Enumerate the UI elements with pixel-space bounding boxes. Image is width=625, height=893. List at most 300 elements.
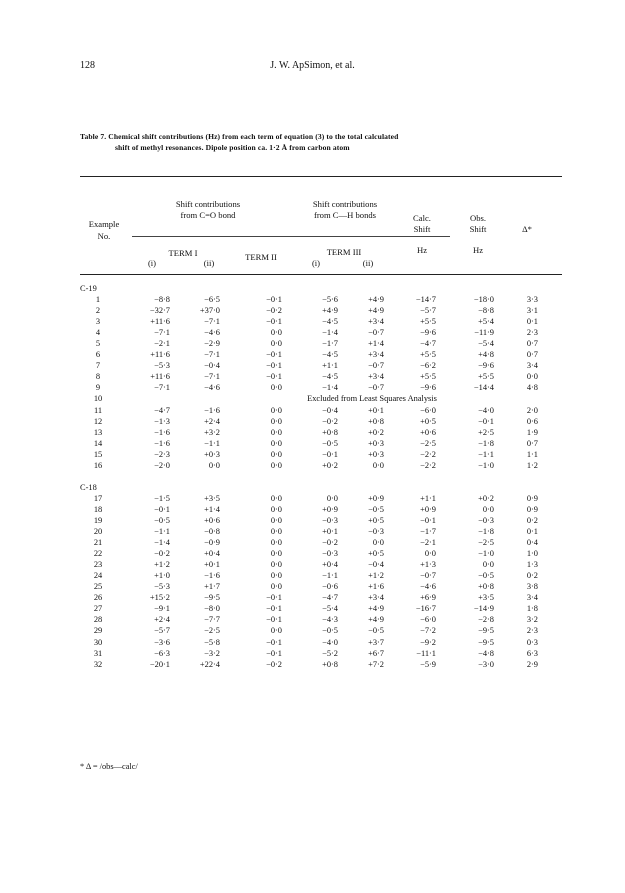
term1-ii-cell: +37·0	[199, 306, 220, 316]
term3-i-cell: +0·1	[322, 527, 338, 537]
term3-ii-cell: −0·5	[368, 626, 384, 636]
term1-ii-cell: +0·6	[204, 515, 220, 525]
header-calc-2: Shift	[413, 224, 431, 234]
term1-i-cell: −8·8	[154, 295, 170, 305]
obs-shift-cell: −5·4	[478, 339, 494, 349]
term3-i-cell: −0·2	[322, 538, 338, 548]
example-number-cell: 19	[93, 515, 103, 525]
term2-cell: 0·0	[270, 560, 282, 570]
term3-ii-cell: +0·2	[368, 427, 384, 437]
term3-ii-cell: +0·9	[368, 493, 384, 503]
table-row	[0, 427, 625, 438]
term3-ii-cell: 0·0	[372, 538, 384, 548]
spacer-row	[0, 471, 625, 482]
table-caption	[80, 131, 560, 153]
term1-ii-cell: +0·3	[204, 449, 220, 459]
table-row	[0, 648, 625, 659]
obs-shift-cell: −14·9	[473, 604, 494, 614]
term3-i-cell: +0·4	[322, 560, 338, 570]
header-obs-2: Shift	[469, 224, 487, 234]
term1-ii-cell: −7·1	[204, 350, 220, 360]
example-number-cell: 32	[93, 659, 103, 669]
running-head: J. W. ApSimon, et al.	[270, 60, 355, 71]
term2-cell: 0·0	[270, 582, 282, 592]
example-number-cell: 29	[93, 626, 103, 636]
example-number-cell: 30	[93, 637, 103, 647]
obs-shift-cell: −0·5	[478, 571, 494, 581]
term3-ii-cell: +1·4	[368, 339, 384, 349]
delta-cell: 0·2	[526, 571, 538, 581]
term1-i-cell: −1·6	[154, 427, 170, 437]
header-calc-3: Hz	[416, 245, 428, 255]
table-row	[0, 371, 625, 382]
example-number-cell: 10	[93, 394, 103, 404]
term2-cell: 0·0	[270, 449, 282, 459]
term1-i-cell: −2·3	[154, 449, 170, 459]
calc-shift-cell: +0·6	[420, 427, 436, 437]
term3-i-cell: −5·2	[322, 648, 338, 658]
example-number-cell: 15	[93, 449, 103, 459]
calc-shift-cell: +5·5	[420, 350, 436, 360]
term1-i-cell: −1·6	[154, 438, 170, 448]
row-note: Excluded from Least Squares Analysis	[307, 394, 437, 404]
term1-i-cell: −0·1	[154, 504, 170, 514]
term1-i-cell: −2·0	[154, 460, 170, 470]
term1-i-cell: −7·1	[154, 383, 170, 393]
calc-shift-cell: +0·5	[420, 416, 436, 426]
term1-i-cell: +2·4	[154, 615, 170, 625]
term2-cell: 0·0	[270, 571, 282, 581]
header-term3-ii: (ii)	[362, 258, 374, 268]
table-row	[0, 659, 625, 670]
term3-ii-cell: +0·3	[368, 438, 384, 448]
term3-ii-cell: +0·5	[368, 549, 384, 559]
obs-shift-cell: +4·8	[478, 350, 494, 360]
term3-i-cell: −5·6	[322, 295, 338, 305]
example-number-cell: 26	[93, 593, 103, 603]
term2-cell: 0·0	[270, 504, 282, 514]
term1-ii-cell: −2·9	[204, 339, 220, 349]
example-number-cell: 3	[95, 317, 101, 327]
calc-shift-cell: −4·7	[420, 339, 436, 349]
term2-cell: −0·1	[266, 593, 282, 603]
header-no: No.	[97, 231, 111, 241]
calc-shift-cell: −6·2	[420, 361, 436, 371]
example-number-cell: 18	[93, 504, 103, 514]
term3-ii-cell: −0·7	[368, 361, 384, 371]
delta-cell: 2·9	[526, 659, 538, 669]
term1-i-cell: −7·1	[154, 328, 170, 338]
term2-cell: −0·1	[266, 648, 282, 658]
calc-shift-cell: −4·6	[420, 582, 436, 592]
table-row	[0, 316, 625, 327]
example-number-cell: 11	[93, 405, 103, 415]
table-row	[0, 592, 625, 603]
example-number-cell: 6	[95, 350, 101, 360]
obs-shift-cell: −2·8	[478, 615, 494, 625]
table-row	[0, 416, 625, 427]
term1-ii-cell: 0·0	[208, 460, 220, 470]
header-calc-1: Calc.	[413, 213, 431, 223]
table-row	[0, 493, 625, 504]
term1-ii-cell: +3·5	[204, 493, 220, 503]
term3-ii-cell: +1·6	[368, 582, 384, 592]
obs-shift-cell: −18·0	[473, 295, 494, 305]
table-row	[0, 515, 625, 526]
table-row	[0, 603, 625, 614]
table-row	[0, 614, 625, 625]
term1-ii-cell: −0·8	[204, 527, 220, 537]
term1-ii-cell: +3·2	[204, 427, 220, 437]
term3-ii-cell: +3·4	[368, 317, 384, 327]
calc-shift-cell: −11·1	[416, 648, 436, 658]
term1-ii-cell: −1·6	[204, 571, 220, 581]
term1-i-cell: −9·1	[154, 604, 170, 614]
term3-ii-cell: +0·8	[368, 416, 384, 426]
example-number-cell: 24	[93, 571, 103, 581]
example-number-cell: 27	[93, 604, 103, 614]
delta-cell: 6·3	[526, 648, 538, 658]
term1-ii-cell: −1·6	[204, 405, 220, 415]
header-term2: TERM II	[245, 252, 277, 262]
term3-i-cell: −1·4	[322, 328, 338, 338]
term2-cell: 0·0	[270, 549, 282, 559]
example-number-cell: 20	[93, 527, 103, 537]
obs-shift-cell: +5·4	[478, 317, 494, 327]
term3-i-cell: +0·8	[322, 427, 338, 437]
header-shift-co-2: from C=O bond	[180, 210, 236, 220]
obs-shift-cell: −4·0	[478, 405, 494, 415]
term1-ii-cell: −9·5	[204, 593, 220, 603]
term3-i-cell: −0·5	[322, 626, 338, 636]
table-row	[0, 349, 625, 360]
term3-i-cell: +1·1	[322, 361, 338, 371]
term1-i-cell: −32·7	[149, 306, 170, 316]
example-number-cell: 2	[95, 306, 101, 316]
term2-cell: −0·1	[266, 295, 282, 305]
term3-ii-cell: −0·5	[368, 504, 384, 514]
term1-i-cell: −4·7	[154, 405, 170, 415]
term1-i-cell: −20·1	[149, 659, 170, 669]
term1-ii-cell: −1·1	[204, 438, 220, 448]
obs-shift-cell: −1·1	[478, 449, 494, 459]
obs-shift-cell: +5·5	[478, 372, 494, 382]
table-row	[0, 637, 625, 648]
term2-cell: 0·0	[270, 427, 282, 437]
table-row	[0, 305, 625, 316]
delta-cell: 0·9	[526, 504, 538, 514]
term3-ii-cell: −0·7	[368, 328, 384, 338]
delta-cell: 3·1	[526, 306, 538, 316]
calc-shift-cell: −9·6	[420, 328, 436, 338]
obs-shift-cell: −0·3	[478, 515, 494, 525]
term3-i-cell: −4·0	[322, 637, 338, 647]
header-term1-i: (i)	[147, 258, 157, 268]
caption-line-2: shift of methyl resonances. Dipole position ca. 1·2 Å from carbon atom	[115, 143, 350, 152]
term2-cell: −0·1	[266, 372, 282, 382]
term2-cell: 0·0	[270, 527, 282, 537]
table-row	[0, 360, 625, 371]
obs-shift-cell: −1·0	[478, 549, 494, 559]
header-delta: Δ*	[522, 224, 532, 234]
calc-shift-cell: −6·0	[420, 405, 436, 415]
term2-cell: −0·2	[266, 659, 282, 669]
term2-cell: 0·0	[270, 438, 282, 448]
term1-ii-cell: +22·4	[199, 659, 220, 669]
term3-i-cell: −0·5	[322, 438, 338, 448]
calc-shift-cell: −6·0	[420, 615, 436, 625]
delta-cell: 0·6	[526, 416, 538, 426]
header-term1-ii: (ii)	[203, 258, 215, 268]
header-shift-ch-1: Shift contributions	[312, 199, 378, 209]
delta-cell: 0·4	[526, 538, 538, 548]
term3-ii-cell: +0·3	[368, 449, 384, 459]
term3-i-cell: −4·7	[322, 593, 338, 603]
term3-ii-cell: +6·7	[368, 648, 384, 658]
table-row	[0, 382, 625, 393]
example-number-cell: 9	[95, 383, 101, 393]
calc-shift-cell: −2·5	[420, 438, 436, 448]
obs-shift-cell: −1·8	[478, 527, 494, 537]
term3-ii-cell: −0·3	[368, 527, 384, 537]
term1-ii-cell: −0·9	[204, 538, 220, 548]
term3-ii-cell: +3·7	[368, 637, 384, 647]
delta-cell: 1·8	[526, 604, 538, 614]
term3-i-cell: −1·4	[322, 383, 338, 393]
obs-shift-cell: −14·4	[473, 383, 494, 393]
table-row	[0, 460, 625, 471]
example-number-cell: 16	[93, 460, 103, 470]
group-label: C-19	[80, 284, 97, 293]
obs-shift-cell: 0·0	[482, 504, 494, 514]
term2-cell: −0·1	[266, 615, 282, 625]
example-number-cell: 7	[95, 361, 101, 371]
example-number-cell: 28	[93, 615, 103, 625]
term3-ii-cell: 0·0	[372, 460, 384, 470]
example-number-cell: 13	[93, 427, 103, 437]
term1-i-cell: −6·3	[154, 648, 170, 658]
term3-ii-cell: +4·9	[368, 295, 384, 305]
delta-cell: 3·2	[526, 615, 538, 625]
obs-shift-cell: −9·5	[478, 637, 494, 647]
delta-cell: 0·3	[526, 637, 538, 647]
term2-cell: −0·1	[266, 350, 282, 360]
delta-cell: 0·2	[526, 515, 538, 525]
table-row	[0, 449, 625, 460]
delta-cell: 3·3	[526, 295, 538, 305]
example-number-cell: 21	[93, 538, 103, 548]
calc-shift-cell: 0·0	[424, 549, 436, 559]
table-row	[0, 294, 625, 305]
calc-shift-cell: −16·7	[415, 604, 436, 614]
example-number-cell: 5	[95, 339, 101, 349]
delta-cell: 4·8	[526, 383, 538, 393]
group-header-row	[0, 482, 625, 493]
term3-ii-cell: +4·9	[368, 306, 384, 316]
delta-cell: 3·4	[526, 593, 538, 603]
calc-shift-cell: −2·1	[420, 538, 436, 548]
term1-i-cell: −0·5	[154, 515, 170, 525]
term1-ii-cell: −8·0	[204, 604, 220, 614]
obs-shift-cell: +2·5	[478, 427, 494, 437]
term1-i-cell: +1·0	[154, 571, 170, 581]
term3-ii-cell: +1·2	[368, 571, 384, 581]
obs-shift-cell: 0·0	[482, 560, 494, 570]
term1-ii-cell: −7·7	[204, 615, 220, 625]
obs-shift-cell: −9·5	[478, 626, 494, 636]
term1-ii-cell: −4·6	[204, 383, 220, 393]
table-row	[0, 338, 625, 349]
term1-ii-cell: +1·4	[204, 504, 220, 514]
term1-i-cell: +15·2	[149, 593, 170, 603]
calc-shift-cell: +5·5	[420, 317, 436, 327]
term1-i-cell: −2·1	[154, 339, 170, 349]
term3-ii-cell: +3·4	[368, 372, 384, 382]
term3-i-cell: −5·4	[322, 604, 338, 614]
delta-cell: 2·0	[526, 405, 538, 415]
term2-cell: −0·1	[266, 637, 282, 647]
term1-i-cell: −1·4	[154, 538, 170, 548]
term1-i-cell: +1·2	[154, 560, 170, 570]
term3-i-cell: −4·5	[322, 372, 338, 382]
term2-cell: −0·2	[266, 306, 282, 316]
term1-ii-cell: −5·8	[204, 637, 220, 647]
example-number-cell: 1	[95, 295, 101, 305]
footnote: * Δ = /obs—calc/	[80, 762, 138, 771]
table-top-rule	[80, 176, 562, 177]
header-shift-co-1: Shift contributions	[175, 199, 241, 209]
delta-cell: 2·3	[526, 328, 538, 338]
delta-cell: 0·7	[526, 438, 538, 448]
term2-cell: −0·1	[266, 604, 282, 614]
term1-i-cell: −5·3	[154, 582, 170, 592]
term3-i-cell: −0·1	[322, 449, 338, 459]
example-number-cell: 23	[93, 560, 103, 570]
term3-i-cell: −4·5	[322, 317, 338, 327]
term1-i-cell: −0·2	[154, 549, 170, 559]
term3-i-cell: +4·9	[322, 306, 338, 316]
term2-cell: 0·0	[270, 493, 282, 503]
term3-i-cell: −0·4	[322, 405, 338, 415]
term1-ii-cell: −2·5	[204, 626, 220, 636]
obs-shift-cell: −9·6	[478, 361, 494, 371]
calc-shift-cell: −5·7	[420, 306, 436, 316]
term1-ii-cell: +1·7	[204, 582, 220, 592]
header-term3: TERM III	[326, 247, 362, 257]
term1-ii-cell: −7·1	[204, 317, 220, 327]
term3-i-cell: −4·5	[322, 350, 338, 360]
obs-shift-cell: −1·0	[478, 460, 494, 470]
table-row	[0, 504, 625, 515]
example-number-cell: 12	[93, 416, 103, 426]
calc-shift-cell: −0·1	[420, 515, 436, 525]
table-row	[0, 438, 625, 449]
table-row	[0, 526, 625, 537]
term3-i-cell: 0·0	[326, 493, 338, 503]
delta-cell: 3·8	[526, 582, 538, 592]
example-number-cell: 22	[93, 549, 103, 559]
term2-cell: 0·0	[270, 328, 282, 338]
header-bottom-rule	[80, 274, 562, 275]
term3-i-cell: −1·7	[322, 339, 338, 349]
obs-shift-cell: −0·1	[478, 416, 494, 426]
term3-i-cell: −0·3	[322, 515, 338, 525]
term3-ii-cell: +3·4	[368, 350, 384, 360]
term3-ii-cell: +3·4	[368, 593, 384, 603]
obs-shift-cell: +0·2	[478, 493, 494, 503]
term3-ii-cell: +4·9	[368, 604, 384, 614]
delta-cell: 0·1	[526, 527, 538, 537]
term2-cell: 0·0	[270, 339, 282, 349]
term3-ii-cell: +0·5	[368, 515, 384, 525]
obs-shift-cell: −2·5	[478, 538, 494, 548]
calc-shift-cell: −5·9	[420, 659, 436, 669]
term1-ii-cell: +0·4	[204, 549, 220, 559]
header-example: Example	[88, 219, 120, 229]
example-number-cell: 14	[93, 438, 103, 448]
term2-cell: 0·0	[270, 538, 282, 548]
term2-cell: 0·0	[270, 460, 282, 470]
term1-ii-cell: +2·4	[204, 416, 220, 426]
term1-i-cell: −1·5	[154, 493, 170, 503]
term3-ii-cell: −0·4	[368, 560, 384, 570]
table-row	[0, 559, 625, 570]
term2-cell: 0·0	[270, 405, 282, 415]
example-number-cell: 17	[93, 493, 103, 503]
delta-cell: 0·7	[526, 350, 538, 360]
delta-cell: 1·1	[526, 449, 538, 459]
term2-cell: 0·0	[270, 626, 282, 636]
term1-i-cell: −3·6	[154, 637, 170, 647]
calc-shift-cell: −0·7	[420, 571, 436, 581]
calc-shift-cell: −2·2	[420, 460, 436, 470]
term1-ii-cell: −0·4	[204, 361, 220, 371]
header-underline	[132, 236, 450, 237]
term3-i-cell: −0·6	[322, 582, 338, 592]
example-number-cell: 25	[93, 582, 103, 592]
page-number: 128	[80, 60, 95, 71]
obs-shift-cell: −8·8	[478, 306, 494, 316]
term1-ii-cell: +0·1	[204, 560, 220, 570]
example-number-cell: 4	[95, 328, 101, 338]
term1-ii-cell: −3·2	[204, 648, 220, 658]
term2-cell: −0·1	[266, 317, 282, 327]
term3-ii-cell: +4·9	[368, 615, 384, 625]
term1-i-cell: +11·6	[150, 372, 170, 382]
table-row	[0, 581, 625, 592]
header-term3-i: (i)	[311, 258, 321, 268]
table-row	[0, 393, 625, 404]
term3-i-cell: −0·3	[322, 549, 338, 559]
table-row	[0, 405, 625, 416]
table-row	[0, 537, 625, 548]
calc-shift-cell: +1·3	[420, 560, 436, 570]
group-header-row	[0, 283, 625, 294]
term3-i-cell: +0·2	[322, 460, 338, 470]
table-row	[0, 625, 625, 636]
term2-cell: −0·1	[266, 361, 282, 371]
header-obs-1: Obs.	[470, 213, 486, 223]
term2-cell: 0·0	[270, 515, 282, 525]
calc-shift-cell: +6·9	[420, 593, 436, 603]
term3-ii-cell: +0·1	[368, 405, 384, 415]
delta-cell: 1·2	[526, 460, 538, 470]
term1-ii-cell: −7·1	[204, 372, 220, 382]
term2-cell: 0·0	[270, 383, 282, 393]
calc-shift-cell: −2·2	[420, 449, 436, 459]
term1-i-cell: −1·3	[154, 416, 170, 426]
delta-cell: 1·9	[526, 427, 538, 437]
